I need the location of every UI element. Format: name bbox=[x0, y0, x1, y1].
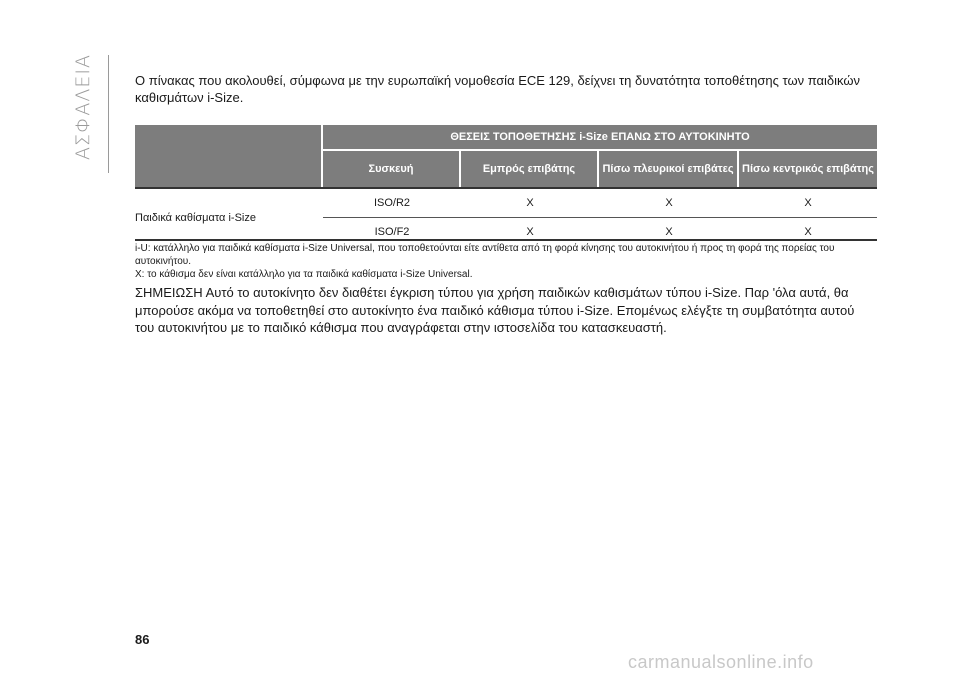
section-title: ΑΣΦΑΛΕΙΑ bbox=[72, 54, 94, 160]
cell-device: ISO/R2 bbox=[323, 187, 461, 217]
section-divider bbox=[108, 55, 109, 173]
isize-seat-table bbox=[135, 125, 877, 246]
table-group-header: ΘΕΣΕΙΣ ΤΟΠΟΘΕΤΗΣΗΣ i-Size ΕΠΑΝΩ ΣΤΟ ΑΥΤΟΚΙΝΗΤΟ bbox=[323, 125, 877, 151]
col-header-rear-side: Πίσω πλευρικοί επιβάτες bbox=[599, 151, 739, 187]
table-row bbox=[135, 187, 877, 217]
cell-rear-center: X bbox=[739, 217, 877, 246]
table-corner bbox=[135, 125, 323, 187]
cell-front: X bbox=[461, 217, 599, 246]
cell-rear-side: X bbox=[599, 187, 739, 217]
legend-iu: i-U: κατάλληλο για παιδικά καθίσματα i-Size Universal, που τοποθετούνται είτε αντίθετα από τη φορά κίνησης του αυτοκινήτου ή προς τη φορά της πορείας του αυτοκινήτου. bbox=[135, 243, 835, 267]
table-bottom-rule bbox=[135, 239, 877, 241]
col-header-device: Συσκευή bbox=[323, 151, 461, 187]
legend-x: X: το κάθισμα δεν είναι κατάλληλο για τα παιδικά καθίσματα i-Size Universal. bbox=[135, 269, 473, 280]
row-label: Παιδικά καθίσματα i-Size bbox=[135, 187, 323, 246]
intro-paragraph: Ο πίνακας που ακολουθεί, σύμφωνα με την ευρωπαϊκή νομοθεσία ECE 129, δείχνει τη δυνατότητα τοποθέτησης των παιδικών καθισμάτων i-Size. bbox=[135, 73, 861, 105]
note-paragraph: ΣΗΜΕΙΩΣΗ Αυτό το αυτοκίνητο δεν διαθέτει έγκριση τύπου για χρήση παιδικών καθισμάτων τύπου i-Size. Παρ 'όλα αυτά, θα μπορούσε ακόμα να τοποθετηθεί στο αυτοκίνητο ένα παιδικό κάθισμα τύπου i-Size. Επομένως ελέγξτε τη συμβατότητα αυτού του αυτοκινήτου με το παιδικό κάθισμα που αναγράφεται στην ιστοσελίδα του κατασκευαστή. bbox=[135, 285, 855, 335]
col-header-rear-center: Πίσω κεντρικός επιβάτης bbox=[739, 151, 877, 187]
watermark: carmanualsonline.info bbox=[628, 652, 814, 672]
col-header-front: Εμπρός επιβάτης bbox=[461, 151, 599, 187]
cell-device: ISO/F2 bbox=[323, 217, 461, 246]
cell-front: X bbox=[461, 187, 599, 217]
page-number: 86 bbox=[135, 632, 150, 647]
cell-rear-center: X bbox=[739, 187, 877, 217]
cell-rear-side: X bbox=[599, 217, 739, 246]
table-legend bbox=[135, 242, 877, 281]
